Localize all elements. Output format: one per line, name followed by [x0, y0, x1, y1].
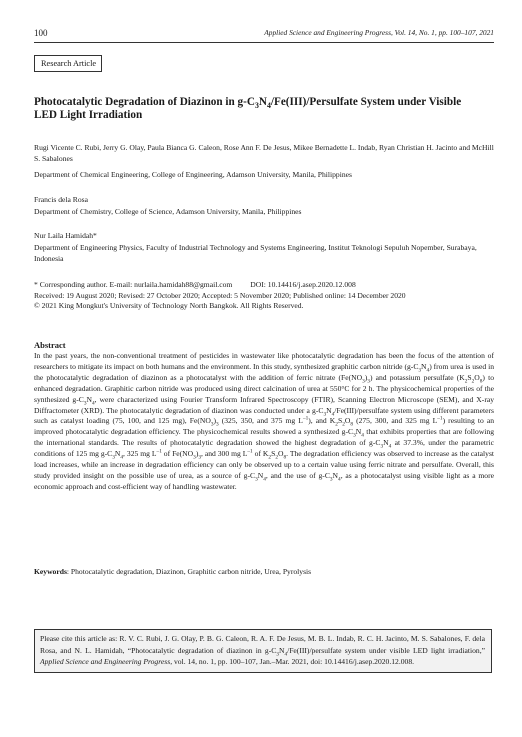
- article-type-badge: Research Article: [34, 55, 102, 72]
- author-list-3: Nur Laila Hamidah*: [34, 231, 97, 240]
- citation-box: Please cite this article as: R. V. C. Rubi, J. G. Olay, P. B. G. Caleon, R. A. F. De Jesus, M. B. L. Indab, R. C. H. Jacinto, M. S. Sabalones, F. dela Rosa, and N. L. Hamidah, “Photocatalytic degradation of diazinon in $g-C_3N_4/Fe(III)$/persulfate system under visible LED light irradiation,” Applied Science and Engineering Progress, vol. 14, no. 1, pp. 100–107, Jan.–Mar. 2021, doi: 10.14416/j.asep.2020.12.008.: [34, 629, 492, 673]
- citation-journal: Applied Science and Engineering Progress: [40, 657, 171, 666]
- abstract-heading: Abstract: [34, 340, 66, 350]
- corresponding-email: * Corresponding author. E-mail: nurlaila.hamidah88@gmail.com: [34, 280, 233, 289]
- affiliation-3: Department of Engineering Physics, Faculty of Industrial Technology and Systems Engineering, Institut Teknologi Sepuluh Nopember, Surabaya, Indonesia: [34, 243, 477, 263]
- affiliation-1: Department of Chemical Engineering, College of Engineering, Adamson University, Manila, Philippines: [34, 170, 352, 179]
- page-number: 100: [34, 28, 48, 38]
- keywords-label: Keywords: [34, 567, 67, 576]
- author-list-2: Francis dela Rosa: [34, 195, 88, 204]
- keywords-list: : Photocatalytic degradation, Diazinon, Graphitic carbon nitride, Urea, Pyrolysis: [66, 567, 312, 576]
- correspondence-block: [34, 280, 494, 312]
- author-list-1: Rugi Vicente C. Rubi, Jerry G. Olay, Paula Bianca G. Caleon, Rose Ann F. De Jesus, Mikee Bernadette L. Indab, Ryan Christian H. Jacinto and McHill S. Sabalones: [34, 143, 494, 163]
- paper-title: Photocatalytic Degradation of Diazinon in $g-C_3N_4/Fe(III)$/Persulfate System under Visible LED Light Irradiation: [34, 96, 462, 121]
- copyright: © 2021 King Mongkut's University of Technology North Bangkok. All Rights Reserved.: [34, 301, 304, 311]
- header-rule: [34, 42, 494, 43]
- keywords: [34, 567, 494, 578]
- affiliation-2: Department of Chemistry, College of Science, Adamson University, Manila, Philippines: [34, 207, 302, 216]
- journal-running-header: Applied Science and Engineering Progress, Vol. 14, No. 1, pp. 100–107, 2021: [264, 28, 494, 37]
- article-dates: Received: 19 August 2020; Revised: 27 October 2020; Accepted: 5 November 2020; Published online: 14 December 2020: [34, 290, 406, 300]
- doi: DOI: 10.14416/j.asep.2020.12.008: [250, 280, 356, 289]
- abstract-text: In the past years, the non-conventional treatment of pesticides in wastewater like photocatalytic degradation has been the focus of the attention of researchers to mitigate its impact on both humans and the environment. In this study, synthesized graphitic carbon nitride $(g-C_3N_4)$ from urea is used in the photocatalytic degradation of diazinon as a photocatalyst with the addition of ferric nitrate $(Fe(NO_3)_3)$ and potassium persulfate $(K_2S_2O_8)$ to enhanced degradation. Graphitic carbon nitride was produced using direct calcination of urea at 550°C for 2 h. The physicochemical properties of the synthesized $g-C_3N_4$, were characterized using Fourier Transform Infrared Spectroscopy (FTIR), Scanning Electron Microscope (SEM), and X-ray Diffractometer (XRD). The photocatalytic degradation of diazinon was conducted under a $g-C_3N_4/Fe(III)$/persulfate system using different parameters such as catalyst loading (75, 100, and 125 mg), $Fe(NO_3)_3$ (325, 350, and 375 mg $L^{-1}$), and $K_2S_2O_8$ (275, 300, and 325 mg $L^{-1}$) resulting to an improved photocatalytic degradation efficiency. The physicochemical results showed a synthesized $g-C_3N_4$ that exhibits properties that are following the international standards. The results of photocatalytic degradation showed the highest degradation of $g-C_3N_4$ at 37.3%, under the parametric conditions of 125 mg $g-C_3N_4$, 325 mg $L^{-1}$ of $Fe(NO_3)_3$, and 300 mg $L^{-1}$ of $K_2S_2O_8$. The degradation efficiency was observed to increase as the catalyst load increases, while an increase in degradation efficiency can only be observed up to a certain value using ferric nitrate and persulfate. Overall, this study provided insight on the possible use of urea, as a source of $g-C_3N_4$, and the use of $g-C_3N_4$, as a photocatalyst using visible light as a more economic approach and cost-efficient way of handling wastewater.: [34, 351, 495, 491]
